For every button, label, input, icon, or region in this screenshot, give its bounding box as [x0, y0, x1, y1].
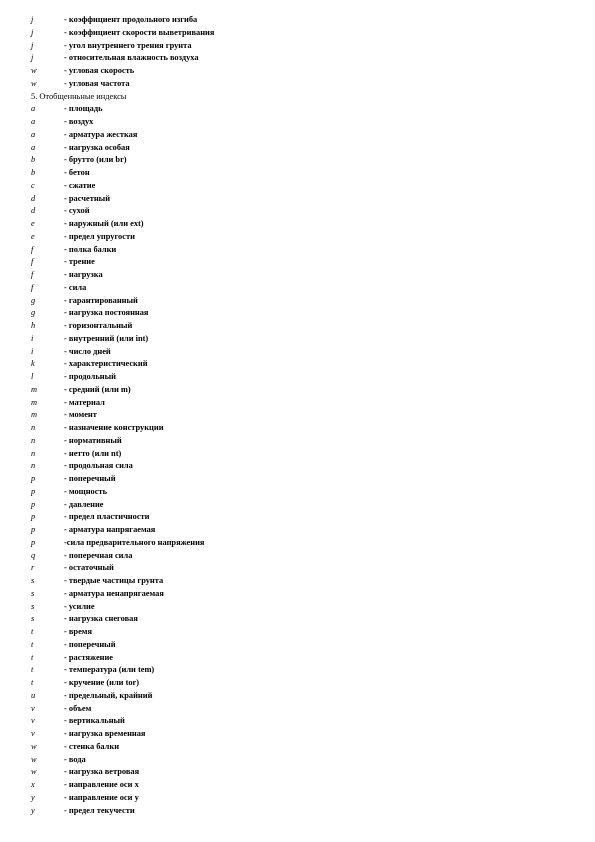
- symbol: m: [31, 384, 38, 394]
- description: - арматура напрягаемая: [64, 525, 156, 534]
- list-item: [31, 142, 571, 155]
- list-item: [31, 384, 571, 397]
- symbol: b: [31, 155, 36, 165]
- symbol: j: [31, 53, 34, 63]
- description: - поперечный: [64, 474, 116, 483]
- description: - расчетный: [64, 193, 111, 203]
- list-item: [31, 728, 571, 741]
- description: - угловая частота: [64, 78, 130, 88]
- description: - воздух: [64, 117, 94, 126]
- list-item: [31, 320, 571, 333]
- list-item: [31, 205, 571, 218]
- symbol: t: [31, 639, 34, 649]
- symbol: p: [31, 512, 36, 522]
- description: - время: [64, 627, 93, 636]
- description: - растяжение: [64, 652, 114, 662]
- symbol: d: [31, 193, 36, 203]
- symbol: n: [31, 423, 36, 432]
- symbol: n: [31, 461, 36, 471]
- symbol: t: [31, 652, 34, 662]
- symbol: c: [31, 180, 35, 190]
- description: - горизонтальный: [64, 321, 133, 330]
- section-heading-row: [31, 91, 571, 104]
- symbol: l: [31, 372, 34, 381]
- list-item: [31, 27, 571, 40]
- symbol: s: [31, 588, 35, 598]
- list-item: [31, 282, 571, 295]
- description: - назначение конструкции: [64, 423, 164, 432]
- list-item: [31, 715, 571, 728]
- symbol: r: [31, 563, 35, 573]
- description: - кручение (или tor): [64, 678, 140, 687]
- symbol: m: [31, 410, 38, 420]
- description: - вертикальный: [64, 716, 125, 726]
- list-item: [31, 792, 571, 805]
- symbol: f: [31, 282, 34, 292]
- list-item: [31, 690, 571, 703]
- list-item: [31, 766, 571, 779]
- symbol: k: [31, 359, 35, 369]
- list-item: [31, 779, 571, 792]
- symbol: p: [31, 525, 36, 534]
- description: - внутренний (или int): [64, 333, 149, 343]
- list-item: [31, 358, 571, 371]
- list-item: [31, 231, 571, 244]
- symbol: i: [31, 333, 34, 343]
- list-item: [31, 639, 571, 652]
- symbol: a: [31, 142, 36, 152]
- list-item: [31, 154, 571, 167]
- list-item: [31, 448, 571, 461]
- description: - полка балки: [64, 244, 117, 254]
- description: - нагрузка особая: [64, 142, 130, 152]
- description: - направление оси y: [64, 792, 139, 802]
- description: - средний (или m): [64, 384, 131, 394]
- symbol: w: [31, 66, 37, 75]
- list-item: [31, 129, 571, 142]
- description: - угол внутреннего трения грунта: [64, 40, 192, 50]
- list-item: [31, 435, 571, 448]
- description: - наружный (или ext): [64, 219, 144, 228]
- description: - материал: [64, 397, 105, 407]
- symbol: f: [31, 244, 34, 254]
- description: - момент: [64, 410, 97, 420]
- description: -сила предварительного напряжения: [64, 537, 205, 547]
- description: - поперечный: [64, 639, 116, 649]
- symbol: a: [31, 104, 36, 114]
- symbol: b: [31, 168, 36, 177]
- symbol: i: [31, 346, 34, 356]
- symbol: p: [31, 537, 36, 547]
- symbol: e: [31, 219, 35, 228]
- description: - бетон: [64, 168, 90, 177]
- description: - трение: [64, 257, 95, 267]
- description: - твердые частицы грунта: [64, 576, 164, 585]
- symbol: s: [31, 601, 35, 611]
- symbol: g: [31, 308, 36, 318]
- list-item: [31, 422, 571, 435]
- list-item: [31, 193, 571, 206]
- list-item: [31, 677, 571, 690]
- description: - вода: [64, 754, 86, 764]
- description: - брутто (или br): [64, 155, 127, 165]
- list-item: [31, 116, 571, 129]
- description: - предел пластичности: [64, 512, 150, 522]
- symbol: y: [31, 792, 35, 802]
- symbol: j: [31, 27, 34, 37]
- symbol: s: [31, 576, 35, 585]
- description: - нагрузка постоянная: [64, 308, 149, 318]
- description: - коэффициент продольного изгиба: [64, 15, 198, 24]
- symbol: t: [31, 627, 34, 636]
- symbol: p: [31, 474, 36, 483]
- symbol: x: [31, 780, 35, 789]
- symbol: j: [31, 15, 34, 24]
- description: - усилие: [64, 601, 95, 611]
- symbol: v: [31, 716, 35, 726]
- list-item: [31, 652, 571, 665]
- symbol: p: [31, 486, 36, 496]
- description: - сухой: [64, 206, 90, 216]
- list-item: [31, 664, 571, 677]
- list-item: [31, 103, 571, 116]
- list-item: [31, 703, 571, 716]
- list-item: [31, 562, 571, 575]
- symbol: u: [31, 690, 36, 700]
- list-item: [31, 346, 571, 359]
- list-item: [31, 218, 571, 231]
- description: - остаточный: [64, 563, 114, 573]
- symbol: f: [31, 270, 34, 279]
- symbol: w: [31, 741, 37, 751]
- description: - температура (или tem): [64, 665, 155, 675]
- symbol: e: [31, 231, 35, 241]
- section-heading: 5. Отобщенньные индексы: [31, 91, 127, 101]
- description: - направление оси x: [64, 780, 139, 789]
- symbol: v: [31, 703, 35, 713]
- symbol: h: [31, 321, 36, 330]
- description: - нетто (или nt): [64, 448, 122, 458]
- symbol: f: [31, 257, 34, 267]
- list-item: [31, 52, 571, 65]
- list-item: [31, 167, 571, 180]
- description: - нормативный: [64, 435, 122, 445]
- description: - характеристический: [64, 359, 148, 369]
- description: - площадь: [64, 104, 103, 114]
- description: - нагрузка ветровая: [64, 767, 140, 777]
- list-item: [31, 409, 571, 422]
- description: - поперечная сила: [64, 550, 133, 560]
- description: - арматура жесткая: [64, 129, 138, 139]
- symbol: a: [31, 129, 36, 139]
- description: - угловая скорость: [64, 66, 135, 75]
- symbol: m: [31, 397, 38, 407]
- list-item: [31, 511, 571, 524]
- list-item: [31, 256, 571, 269]
- description: - объем: [64, 703, 92, 713]
- list-item: [31, 486, 571, 499]
- list-item: [31, 371, 571, 384]
- description: - предельный, крайний: [64, 690, 153, 700]
- list-item: [31, 40, 571, 53]
- symbol: d: [31, 206, 36, 216]
- list-item: [31, 626, 571, 639]
- description: - коэффициент скорости выветривания: [64, 27, 215, 37]
- symbol: n: [31, 448, 36, 458]
- list-item: [31, 78, 571, 91]
- symbol: v: [31, 729, 35, 738]
- list-item: [31, 741, 571, 754]
- list-item: [31, 295, 571, 308]
- list-item: [31, 524, 571, 537]
- list-item: [31, 14, 571, 27]
- symbol: w: [31, 754, 37, 764]
- symbol: a: [31, 117, 36, 126]
- description: - предел упругости: [64, 231, 135, 241]
- list-item: [31, 537, 571, 550]
- list-item: [31, 180, 571, 193]
- description: - арматура ненапрягаемая: [64, 588, 164, 598]
- description: - нагрузка снеговая: [64, 614, 138, 624]
- list-item: [31, 65, 571, 78]
- description: - давление: [64, 499, 104, 509]
- list-item: [31, 460, 571, 473]
- list-item: [31, 588, 571, 601]
- list-item: [31, 613, 571, 626]
- symbol: t: [31, 678, 34, 687]
- description: - относительная влажность воздуха: [64, 53, 199, 63]
- description: - число дней: [64, 346, 111, 356]
- list-item: [31, 499, 571, 512]
- list-item: [31, 601, 571, 614]
- list-item: [31, 333, 571, 346]
- symbol: n: [31, 435, 36, 445]
- description: - сжатие: [64, 180, 96, 190]
- symbol: w: [31, 78, 37, 88]
- description: - нагрузка: [64, 270, 103, 279]
- list-item: [31, 269, 571, 282]
- symbol: j: [31, 40, 34, 50]
- list-item: [31, 397, 571, 410]
- list-item: [31, 550, 571, 563]
- symbol: q: [31, 550, 36, 560]
- symbol-list: [31, 14, 571, 817]
- list-item: [31, 307, 571, 320]
- description: - мощность: [64, 486, 108, 496]
- description: - предел текучести: [64, 805, 135, 815]
- list-item: [31, 754, 571, 767]
- description: - продольный: [64, 372, 116, 381]
- list-item: [31, 244, 571, 257]
- list-item: [31, 805, 571, 818]
- symbol: p: [31, 499, 36, 509]
- description: - сила: [64, 282, 87, 292]
- symbol: s: [31, 614, 35, 624]
- symbol: g: [31, 295, 36, 305]
- list-item: [31, 473, 571, 486]
- symbol: t: [31, 665, 34, 675]
- description: - нагрузка временная: [64, 729, 146, 738]
- description: - продольная сила: [64, 461, 133, 471]
- description: - стенка балки: [64, 741, 120, 751]
- list-item: [31, 575, 571, 588]
- symbol: w: [31, 767, 37, 777]
- symbol: y: [31, 805, 35, 815]
- description: - гарантированный: [64, 295, 138, 305]
